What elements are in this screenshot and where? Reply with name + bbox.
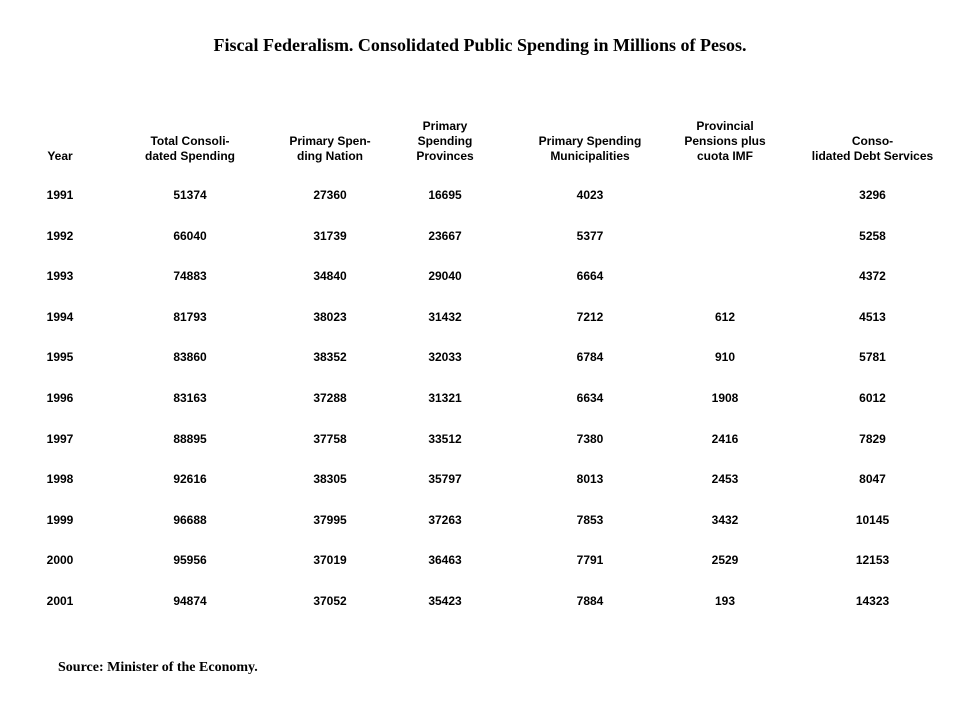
cell-year: 1991 (46, 188, 74, 202)
cell-municipalities: 6664 (576, 269, 604, 284)
cell-debt: 5781 (859, 350, 886, 365)
cell-year: 1996 (46, 391, 74, 405)
source-note: Source: Minister of the Economy. (58, 660, 258, 675)
cell-debt: 3296 (859, 188, 886, 202)
cell-provinces: 33512 (428, 431, 462, 446)
table-row (0, 268, 960, 284)
cell-provinces: 16695 (428, 188, 462, 202)
cell-nation: 38023 (313, 309, 347, 324)
cell-debt: 12153 (855, 553, 890, 568)
cell-pensions: 1908 (711, 391, 739, 405)
cell-nation: 38352 (313, 350, 347, 365)
table-row (0, 187, 960, 203)
cell-total: 83860 (173, 350, 207, 365)
cell-pensions: 2416 (711, 431, 739, 446)
cell-debt: 14323 (855, 594, 890, 608)
cell-nation: 38305 (313, 472, 347, 487)
cell-municipalities: 6634 (576, 391, 604, 405)
cell-provinces: 31321 (428, 391, 462, 405)
cell-municipalities: 7380 (576, 431, 604, 446)
cell-municipalities: 8013 (576, 472, 604, 487)
cell-municipalities: 7853 (576, 512, 604, 527)
cell-nation: 37288 (313, 391, 347, 405)
cell-debt: 7829 (859, 431, 886, 446)
cell-total: 74883 (173, 269, 207, 284)
cell-municipalities: 6784 (576, 350, 604, 365)
header-debt-label: Conso- lidated Debt Services (811, 134, 934, 163)
cell-pensions: 193 (714, 594, 736, 608)
page-title: Fiscal Federalism. Consolidated Public Spending in Millions of Pesos. (213, 35, 747, 55)
cell-total: 95956 (173, 553, 207, 568)
cell-municipalities: 4023 (576, 188, 604, 202)
cell-provinces: 32033 (428, 350, 462, 365)
header-nation (265, 100, 395, 164)
cell-provinces: 31432 (428, 309, 462, 324)
cell-debt: 10145 (855, 512, 890, 527)
cell-nation: 37995 (313, 512, 347, 527)
cell-total: 94874 (173, 594, 207, 608)
cell-pensions: 2529 (711, 553, 739, 568)
header-year-label: Year (47, 149, 73, 163)
cell-provinces: 37263 (428, 512, 462, 527)
cell-pensions: 910 (714, 350, 736, 365)
header-total-label: Total Consoli- dated Spending (145, 134, 235, 163)
header-pensions (665, 100, 785, 164)
cell-nation: 31739 (313, 228, 347, 243)
cell-pensions: 3432 (711, 512, 739, 527)
cell-nation: 37019 (313, 553, 347, 568)
cell-pensions: 612 (714, 309, 736, 324)
table-row (0, 349, 960, 365)
cell-year: 1993 (46, 269, 74, 284)
header-nation-label: Primary Spen- ding Nation (289, 134, 371, 163)
cell-total: 81793 (173, 309, 207, 324)
cell-nation: 34840 (313, 269, 347, 284)
cell-provinces: 36463 (428, 553, 462, 568)
header-municipalities (510, 100, 670, 164)
cell-debt: 4513 (859, 309, 886, 324)
header-total (125, 100, 255, 164)
header-pensions-label: Provincial Pensions plus cuota IMF (684, 119, 766, 163)
cell-year: 2001 (46, 594, 74, 608)
cell-provinces: 23667 (428, 228, 462, 243)
cell-total: 88895 (173, 431, 207, 446)
cell-municipalities: 5377 (576, 228, 604, 243)
cell-municipalities: 7212 (576, 309, 604, 324)
cell-year: 1997 (46, 431, 74, 446)
cell-year: 1994 (46, 309, 74, 324)
cell-provinces: 29040 (428, 269, 462, 284)
table-row (0, 431, 960, 447)
header-provinces (390, 100, 500, 164)
cell-debt: 5258 (859, 228, 886, 243)
header-year (30, 100, 90, 164)
cell-pensions: 2453 (711, 472, 739, 487)
cell-total: 96688 (173, 512, 207, 527)
table-row (0, 552, 960, 568)
cell-provinces: 35423 (428, 594, 462, 608)
table-row (0, 471, 960, 487)
header-debt (785, 100, 960, 164)
cell-debt: 8047 (859, 472, 886, 487)
cell-nation: 37758 (313, 431, 347, 446)
cell-nation: 37052 (313, 594, 347, 608)
cell-total: 92616 (173, 472, 207, 487)
cell-year: 1995 (46, 350, 74, 365)
table-row (0, 228, 960, 244)
table-row (0, 593, 960, 609)
cell-municipalities: 7791 (576, 553, 604, 568)
cell-year: 1992 (46, 228, 74, 243)
table-row (0, 390, 960, 406)
header-municipalities-label: Primary Spending Municipalities (538, 134, 642, 163)
cell-nation: 27360 (313, 188, 347, 202)
cell-municipalities: 7884 (576, 594, 604, 608)
cell-year: 2000 (46, 553, 74, 568)
cell-total: 66040 (173, 228, 207, 243)
cell-debt: 4372 (859, 269, 886, 284)
cell-total: 51374 (173, 188, 207, 202)
header-provinces-label: Primary Spending Provinces (416, 119, 474, 163)
table-row (0, 309, 960, 325)
cell-year: 1999 (46, 512, 74, 527)
cell-total: 83163 (173, 391, 207, 405)
cell-debt: 6012 (859, 391, 886, 405)
cell-year: 1998 (46, 472, 74, 487)
table-row (0, 512, 960, 528)
cell-provinces: 35797 (428, 472, 462, 487)
